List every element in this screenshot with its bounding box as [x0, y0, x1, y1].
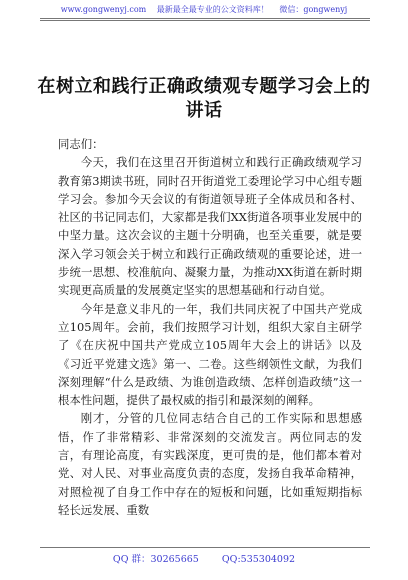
- header-rule-2: [40, 20, 370, 21]
- page-header: [0, 4, 408, 15]
- header-rule: [40, 18, 370, 19]
- page-footer: [0, 551, 408, 565]
- paragraph-3: 刚才，分管的几位同志结合自己的工作实际和思想感悟，作了非常精彩、非常深刻的交流发言。两位同志的发言，有理论高度，有实践深度，更可贵的是，他们都本着对党、对人民、对事业高度负责的态度，发扬自我革命精神，对照检视了自身工作中存在的短板和问题，比如重短期指标轻长远发展、重数: [58, 411, 362, 517]
- paragraph-1: 今天，我们在这里召开街道树立和践行正确政绩观学习教育第3期读书班，同时召开街道党工委理论学习中心组专题学习会。参加今天会议的有街道领导班子全体成员和各村、社区的书记同志们，大家都是我们XX街道各项事业发展中的中坚力量。这次会议的主题十分明确，也至关重要，就是要深入学习领会关于树立和践行正确政绩观的重要论述，进一步统一思想、校准航向、凝聚力量，为推动XX街道在新时期实现更高质量的发展奠定坚实的思想基础和行动自觉。: [58, 155, 362, 298]
- document-title-line2: 讲话: [185, 100, 223, 121]
- footer-rule: [40, 547, 370, 548]
- document-title-line1: 在树立和践行正确政绩观专题学习会上的: [37, 76, 371, 97]
- document-body: [58, 135, 362, 519]
- header-wechat: 微信：gongwenyj: [279, 5, 348, 14]
- header-website: www.gongwenyj.com: [60, 5, 147, 14]
- paragraph-2: 今年是意义非凡的一年，我们共同庆祝了中国共产党成立105周年。会前，我们按照学习计划，组织大家自主研学了《在庆祝中国共产党成立105周年大会上的讲话》以及《习近平党建文选》第一、二卷。这些纲领性文献，为我们深刻理解“什么是政绩、为谁创造政绩、怎样创造政绩”这一根本性问题，提供了最权威的指引和最深刻的阐释。: [58, 301, 362, 408]
- header-slogan: 最新最全最专业的公文资料库！: [156, 5, 269, 14]
- footer-qq: QQ:535304092: [221, 554, 296, 565]
- salutation: 同志们：: [58, 137, 104, 151]
- footer-qq-group: QQ 群：30265665: [112, 554, 199, 565]
